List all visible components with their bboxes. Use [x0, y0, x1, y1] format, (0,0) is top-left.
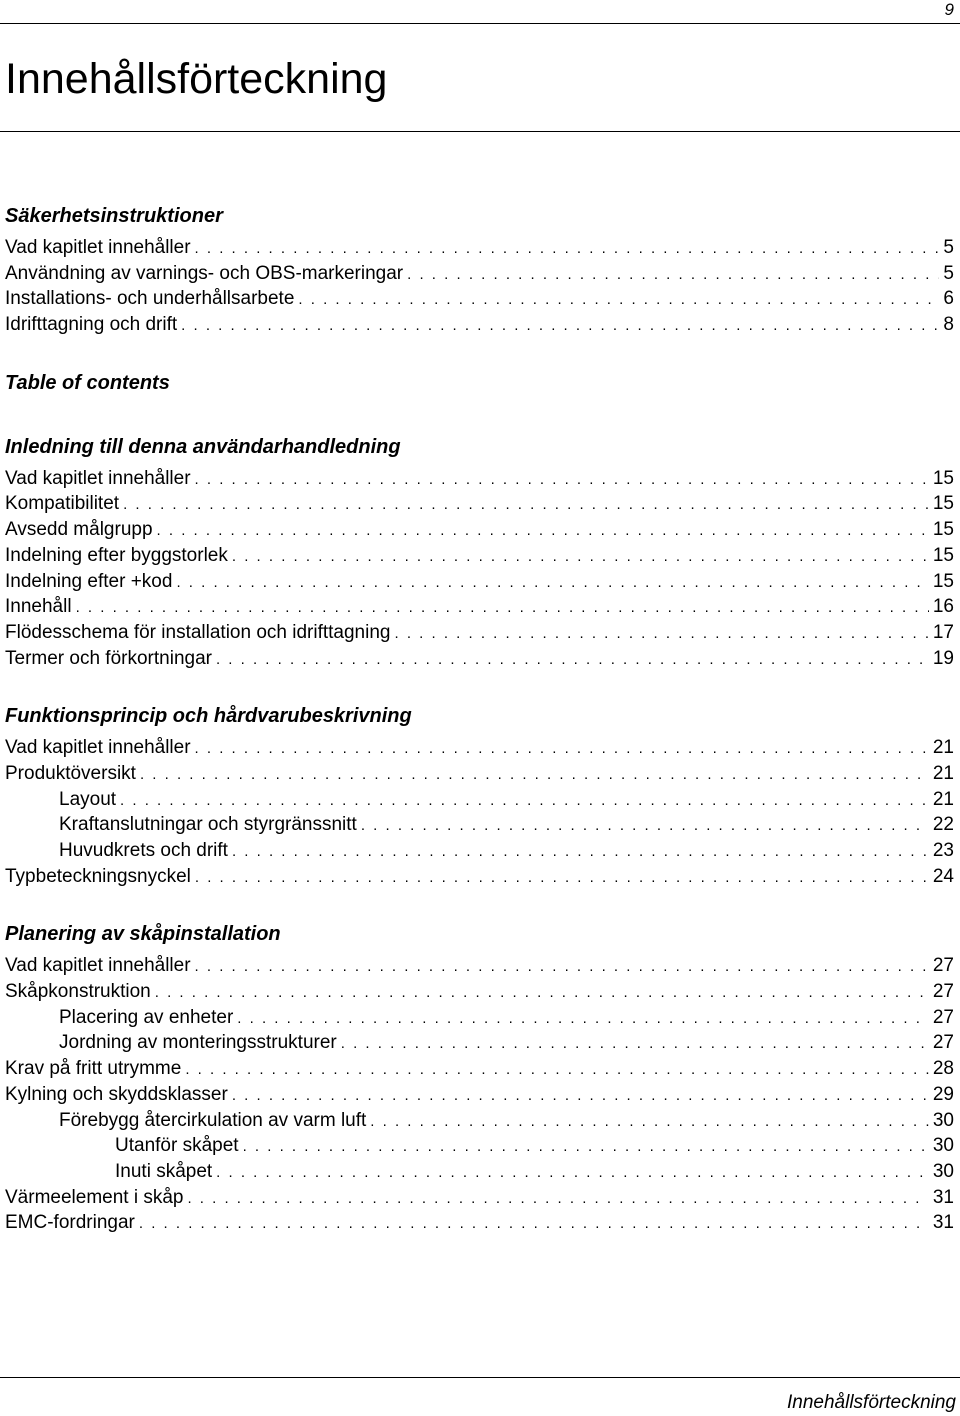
- toc-entry-title: Vad kapitlet innehåller: [5, 237, 191, 258]
- toc-entry-title: Placering av enheter: [59, 1006, 234, 1028]
- toc-entry-title: Vad kapitlet innehåller: [5, 955, 191, 977]
- toc-entry-title: Avsedd målgrupp: [5, 519, 153, 541]
- dot-leader: [361, 813, 929, 838]
- toc-entry-page: 27: [932, 1006, 954, 1028]
- toc-entry-page: 17: [932, 621, 954, 643]
- footer-title: Innehållsförteckning: [787, 1392, 956, 1413]
- toc-entry-page: 22: [932, 814, 954, 836]
- toc-section-heading: Table of contents: [5, 371, 170, 394]
- dot-leader: [195, 865, 929, 890]
- toc-entry[interactable]: [5, 517, 954, 543]
- toc-entry-page: 24: [932, 865, 954, 887]
- toc-entry-title: Vad kapitlet innehåller: [5, 737, 191, 759]
- dot-leader: [195, 236, 940, 261]
- toc-entry-title: Idrifttagning och drift: [5, 314, 178, 336]
- toc-entry-page: 5: [943, 237, 954, 258]
- toc-entry-title: Indelning efter byggstorlek: [5, 544, 228, 566]
- toc-entry[interactable]: [5, 735, 954, 761]
- toc-entry-page: 15: [932, 570, 954, 592]
- toc-entry[interactable]: [5, 1082, 954, 1108]
- toc-entry-title: Kompatibilitet: [5, 493, 120, 515]
- toc-entry[interactable]: [5, 543, 954, 569]
- dot-leader: [139, 1211, 929, 1236]
- toc-entry[interactable]: [5, 761, 954, 787]
- toc-entry-page: 27: [932, 981, 954, 1003]
- toc-entry-title: Kylning och skyddsklasser: [5, 1083, 228, 1105]
- toc-entry[interactable]: [5, 235, 954, 261]
- toc-entry-page: 29: [932, 1083, 954, 1105]
- toc-entry-title: EMC-fordringar: [5, 1212, 135, 1234]
- toc-entry-page: 31: [932, 1212, 954, 1234]
- toc-entry-page: 30: [932, 1160, 954, 1182]
- toc-entry[interactable]: [5, 1056, 954, 1082]
- dot-leader: [232, 544, 929, 569]
- toc-entry[interactable]: [5, 864, 954, 890]
- toc-entry-title: Krav på fritt utrymme: [5, 1058, 182, 1080]
- dot-leader: [176, 570, 928, 595]
- dot-leader: [185, 1057, 929, 1082]
- dot-leader: [237, 1006, 929, 1031]
- footer-rule: [0, 1377, 960, 1378]
- toc-entry-title: Layout: [59, 788, 117, 810]
- toc-entry[interactable]: [5, 1133, 954, 1159]
- toc-entry[interactable]: [5, 646, 954, 672]
- toc-entry[interactable]: [5, 979, 954, 1005]
- toc-entry-title: Användning av varnings- och OBS-markeringar: [5, 262, 404, 284]
- toc-section-heading: Inledning till denna användarhandledning: [5, 435, 401, 458]
- toc-entry-page: 30: [932, 1109, 954, 1131]
- page-title: Innehållsförteckning: [5, 55, 388, 103]
- dot-leader: [243, 1134, 929, 1159]
- dot-leader: [187, 1186, 928, 1211]
- dot-leader: [232, 1083, 929, 1108]
- toc-entry-page: 15: [932, 493, 954, 515]
- toc-entry-title: Kraftanslutningar och styrgränssnitt: [59, 814, 357, 836]
- toc-entry-page: 19: [932, 647, 954, 669]
- toc-entry-page: 15: [932, 467, 954, 489]
- toc-entry-page: 15: [932, 544, 954, 566]
- toc-entry[interactable]: [5, 1210, 954, 1236]
- page-number: 9: [944, 0, 954, 19]
- toc-entry-title: Skåpkonstruktion: [5, 981, 151, 1003]
- dot-leader: [232, 839, 929, 864]
- toc-entry[interactable]: [5, 1030, 954, 1056]
- toc-entry-title: Huvudkrets och drift: [59, 840, 228, 861]
- toc-entry-title: Typbeteckningsnyckel: [5, 865, 191, 887]
- toc-entry-title: Förebygg återcirkulation av varm luft: [59, 1109, 367, 1131]
- toc-entry[interactable]: [5, 787, 954, 813]
- toc-entry[interactable]: [5, 312, 954, 338]
- toc-section-heading: Funktionsprincip och hårdvarubeskrivning: [5, 705, 412, 728]
- header-rule: [0, 23, 960, 24]
- dot-leader: [155, 980, 929, 1005]
- toc-entry-title: Indelning efter +kod: [5, 570, 173, 592]
- toc-entry[interactable]: [5, 812, 954, 838]
- toc-entry-page: 21: [932, 788, 954, 810]
- toc-entry-title: Produktöversikt: [5, 762, 136, 784]
- title-rule: [0, 131, 960, 132]
- toc-entry-title: Jordning av monteringsstrukturer: [59, 1032, 337, 1054]
- toc-entry[interactable]: [5, 953, 954, 979]
- dot-leader: [120, 788, 929, 813]
- toc-entry-title: Installations- och underhållsarbete: [5, 288, 295, 310]
- dot-leader: [123, 492, 929, 517]
- toc-entry[interactable]: [5, 838, 954, 864]
- dot-leader: [341, 1031, 929, 1056]
- toc-section-heading: Säkerhetsinstruktioner: [5, 205, 223, 227]
- toc-entry-title: Termer och förkortningar: [5, 647, 212, 669]
- toc-entry-title: Utanför skåpet: [115, 1135, 239, 1157]
- toc-entry[interactable]: [5, 1159, 954, 1185]
- toc-entry[interactable]: [5, 466, 954, 492]
- toc-entry[interactable]: [5, 1005, 954, 1031]
- dot-leader: [181, 313, 939, 338]
- toc-entry-title: Innehåll: [5, 596, 72, 618]
- dot-leader: [407, 262, 939, 287]
- dot-leader: [370, 1109, 929, 1134]
- toc-entry-page: 23: [932, 840, 954, 861]
- toc-entry-page: 28: [932, 1058, 954, 1080]
- toc-entry[interactable]: [5, 261, 954, 287]
- toc-entry[interactable]: [5, 1108, 954, 1134]
- toc-entry[interactable]: [5, 286, 954, 312]
- toc-entry-page: 15: [932, 519, 954, 541]
- table-of-contents: [5, 197, 954, 1236]
- toc-entry-page: 27: [932, 955, 954, 977]
- dot-leader: [298, 287, 939, 312]
- dot-leader: [76, 595, 929, 620]
- dot-leader: [195, 467, 929, 492]
- toc-entry-page: 16: [932, 596, 954, 618]
- toc-entry-title: Värmeelement i skåp: [5, 1186, 184, 1208]
- toc-entry[interactable]: [5, 491, 954, 517]
- toc-entry[interactable]: [5, 1185, 954, 1211]
- toc-entry[interactable]: [5, 620, 954, 646]
- toc-entry-page: 21: [932, 737, 954, 759]
- toc-entry-title: Inuti skåpet: [115, 1160, 213, 1182]
- dot-leader: [140, 762, 929, 787]
- dot-leader: [394, 621, 928, 646]
- toc-entry-title: Flödesschema för installation och idrifttagning: [5, 621, 391, 643]
- toc-entry-page: 8: [943, 314, 954, 336]
- toc-entry-page: 31: [932, 1186, 954, 1208]
- dot-leader: [195, 954, 929, 979]
- toc-entry-page: 21: [932, 762, 954, 784]
- toc-section-heading: Planering av skåpinstallation: [5, 923, 281, 946]
- toc-entry[interactable]: [5, 594, 954, 620]
- toc-entry-title: Vad kapitlet innehåller: [5, 467, 191, 489]
- dot-leader: [157, 518, 929, 543]
- toc-entry-page: 27: [932, 1032, 954, 1054]
- toc-entry-page: 6: [943, 288, 954, 310]
- toc-entry[interactable]: [5, 569, 954, 595]
- dot-leader: [216, 647, 929, 672]
- dot-leader: [216, 1160, 929, 1185]
- toc-entry-page: 30: [932, 1135, 954, 1157]
- toc-entry-page: 5: [943, 262, 954, 284]
- dot-leader: [195, 736, 929, 761]
